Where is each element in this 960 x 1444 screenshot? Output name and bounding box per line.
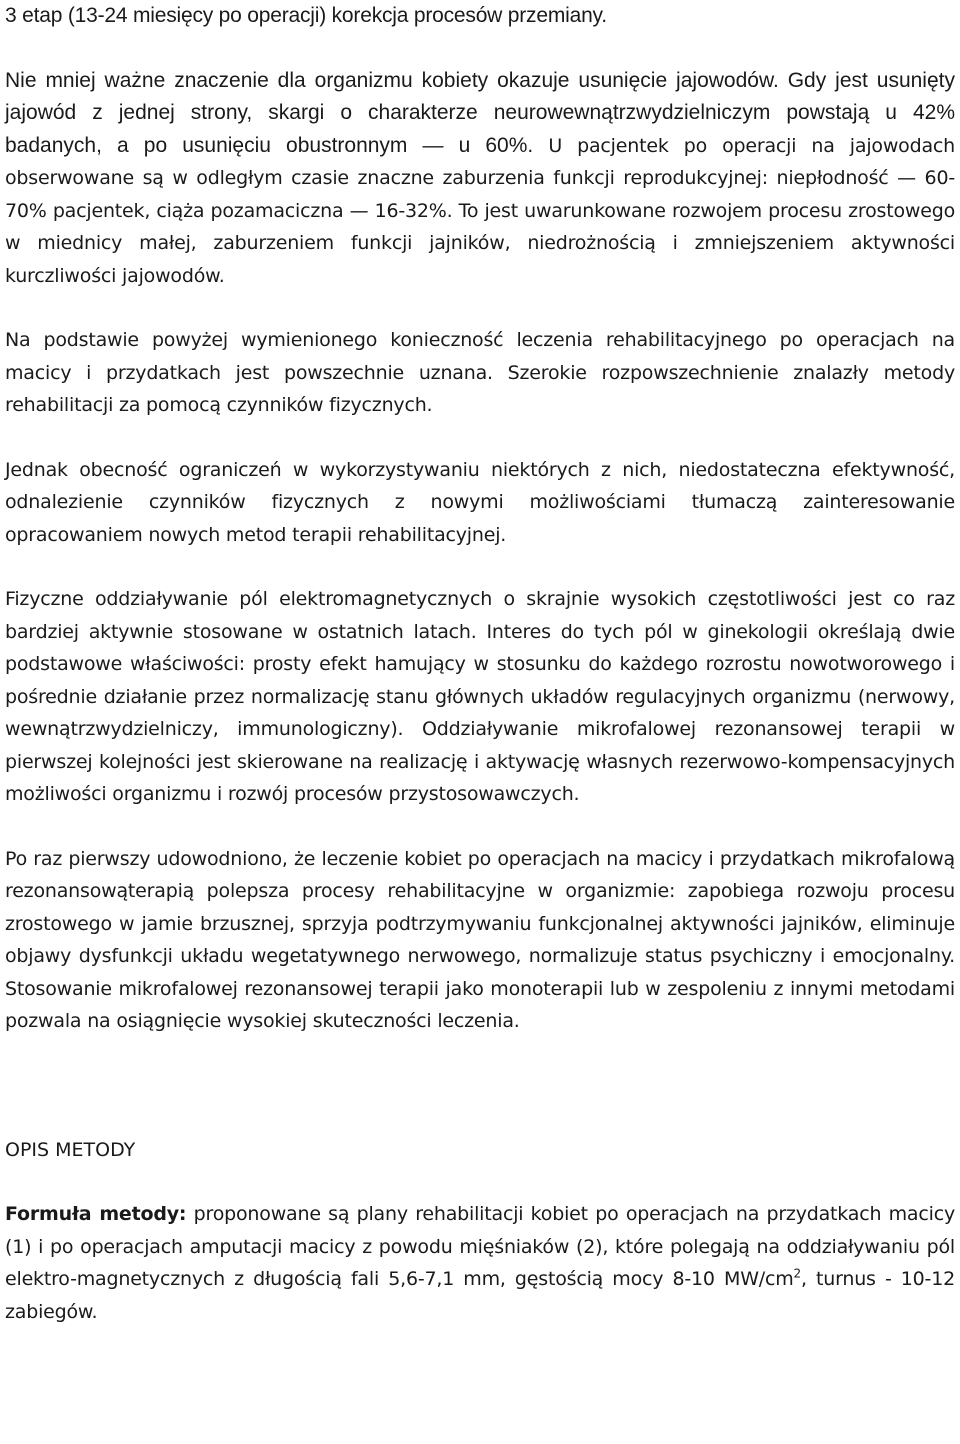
stage-3-text: 3 etap (13-24 miesięcy po operacji) korekcja procesów przemiany. xyxy=(5,4,607,27)
paragraph-limitations-text: Jednak obecność ograniczeń w wykorzystywaniu niektórych z nich, niedostateczna efektywność, odnalezienie czynników fizycznych z nowymi możliwościami tłumaczą zainteresowanie opracowaniem nowych metod terapii rehabilitacyjnej. xyxy=(5,458,955,546)
section-heading: OPIS METODY xyxy=(5,1138,136,1161)
paragraph-rehabilitation-need-text: Na podstawie powyżej wymienionego konieczność leczenia rehabilitacyjnego po operacjach na macicy i przydatkach jest powszechnie uznana. Szerokie rozpowszechnienie znalazły metody rehabilitacji za pomocą czynników fizycznych. xyxy=(5,329,955,416)
formula-text-end: , turnus - 10-12 zabiegów. xyxy=(5,1268,955,1323)
paragraph-oviducts xyxy=(5,65,955,293)
formula-superscript: 2 xyxy=(793,1266,801,1281)
paragraph-electromagnetic-text: Fizyczne oddziaływanie pól elektromagnetycznych o skrajnie wysokich częstotliwości jest co raz bardziej aktywnie stosowane w ostatnich latach. Interes do tych pól w ginekologii określają dwie podstawowe właściwości: prosty efekt hamujący w stosunku do każdego rozrostu nowotworowego i pośrednie działanie przez normalizację stanu głównych układów regulacyjnych organizmu (nerwowy, wewnątrzwydzielniczy, immunologiczny). Oddziaływanie mikrofalowej rezonansowej terapii w pierwszej kolejności jest skierowane na realizację i aktywację własnych rezerwowo-kompensacyjnych możliwości organizmu i rozwój procesów przystosowawczych. xyxy=(5,588,955,805)
paragraph-first-proven-text: Po raz pierwszy udowodniono, że leczenie kobiet po operacjach na macicy i przydatkach mikrofalową rezonansowąterapią polepsza procesy rehabilitacyjne w organizmie: zapobiega rozwoju procesu zrostowego w jamie brzusznej, sprzyja podtrzymywaniu funkcjonalnej aktywności jajników, eliminuje objawy dysfunkcji układu wegetatywnego nerwowego, normalizuje status psychiczny i emocjonalny. Stosowanie mikrofalowej rezonansowej terapii jako monoterapii lub w zespoleniu z innymi metodami pozwala na osiągnięcie wysokiej skuteczności leczenia. xyxy=(5,847,955,1032)
paragraph-oviducts-verdana: U pacjentek po operacji na jajowodach obserwowane są w odległym czasie znaczne zaburzenia funkcji reprodukcyjnej: niepłodność — 60-70% pacjentek, ciąża pozamaciczna — 16-32%. To jest uwarunkowane rozwojem procesu zrostowego w miednicy małej, zaburzeniem funkcji jajników, niedrożnością i zmniejszeniem aktywności kurczliwości jajowodów. xyxy=(5,134,955,287)
stage-3-line xyxy=(5,0,955,33)
document-page xyxy=(5,0,955,1328)
paragraph-oviducts-arial: Nie mniej ważne znaczenie dla organizmu kobiety okazuje usunięcie jajowodów. Gdy jest usunięty jajowód z jednej strony, skargi o charakterze neurowewnątrzwydzielniczym powstają u 42% badanych, a po usunięciu obustronnym — u 60%. xyxy=(5,68,955,157)
paragraph-rehabilitation-need xyxy=(5,324,955,422)
formula-label: Formuła metody: xyxy=(5,1203,187,1225)
paragraph-electromagnetic xyxy=(5,583,955,811)
paragraph-limitations xyxy=(5,454,955,552)
paragraph-formula xyxy=(5,1198,955,1328)
formula-text: proponowane są plany rehabilitacji kobiet po operacjach na przydatkach macicy (1) i po operacjach amputacji macicy z powodu mięśniaków (2), które polegają na oddziaływaniu pól elektro-magnetycznych z długością fali 5,6-7,1 mm, gęstością mocy 8-10 MW/cm xyxy=(5,1203,955,1290)
paragraph-first-proven xyxy=(5,843,955,1038)
